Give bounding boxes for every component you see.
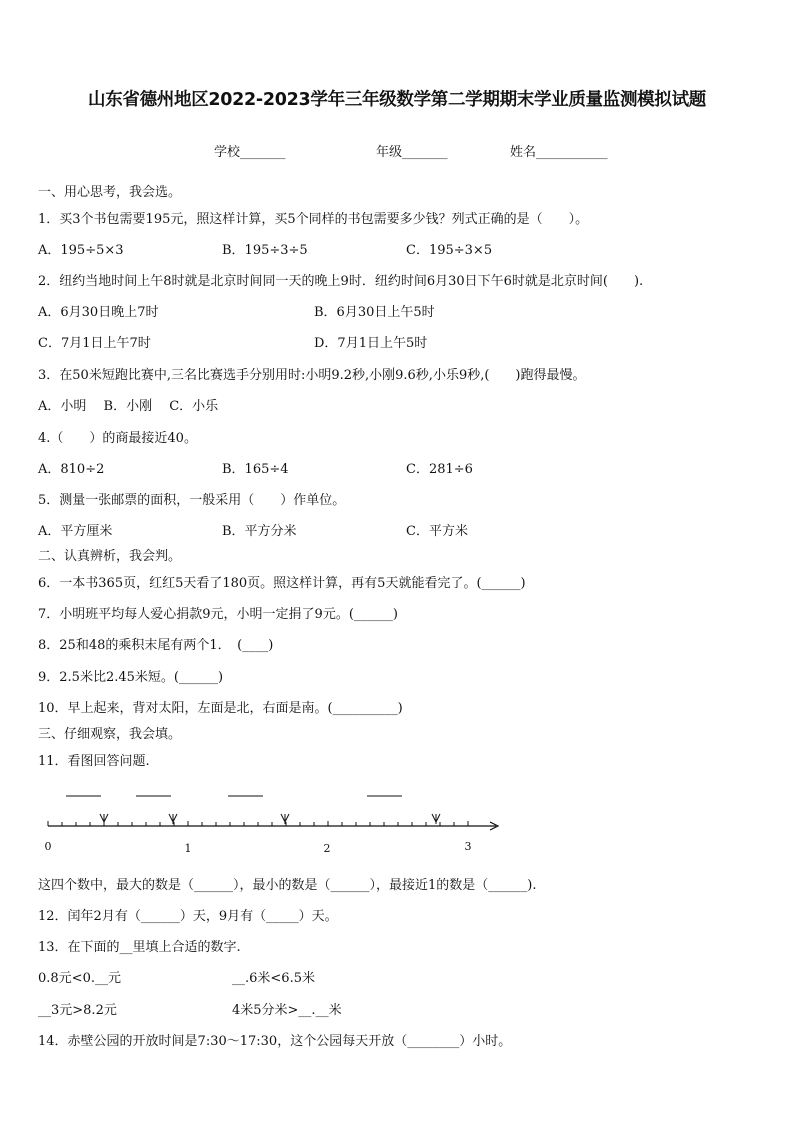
- question-8: 8．25和48的乘积末尾有两个1． (____): [38, 638, 274, 653]
- q2-option-b: B．6月30日上午5时: [314, 305, 435, 320]
- q2-option-a: A．6月30日晚上7时: [38, 305, 159, 320]
- question-9: 9．2.5米比2.45米短。(______): [38, 670, 224, 685]
- q1-option-b: B．195÷3÷5: [222, 243, 308, 258]
- axis-ticks: [48, 821, 468, 826]
- question-6: 6．一本书365页，红红5天看了180页。照这样计算，再有5天就能看完了。(______): [38, 576, 526, 591]
- tick-label-2: 2: [323, 842, 331, 855]
- question-10: 10．早上起来，背对太阳，左面是北，右面是南。(__________): [38, 701, 403, 716]
- question-13: 13．在下面的__里填上合适的数字.: [38, 940, 241, 955]
- page-title: 山东省德州地区2022-2023学年三年级数学第二学期期末学业质量监测模拟试题: [88, 90, 706, 110]
- q3-options: A．小明 B．小刚 C．小乐: [38, 399, 219, 414]
- q5-option-c: C．平方米: [406, 524, 468, 539]
- q5-option-b: B．平方分米: [222, 524, 297, 539]
- tick-label-1: 1: [184, 842, 192, 855]
- question-11: 11．看图回答问题.: [38, 754, 150, 769]
- marker-arrow-1: [100, 814, 108, 824]
- question-5: 5．测量一张邮票的面积，一般采用（ ）作单位。: [38, 493, 346, 508]
- name-field[interactable]: 姓名___________: [510, 145, 608, 160]
- q4-option-b: B．165÷4: [222, 462, 289, 477]
- number-line: [38, 780, 508, 860]
- question-4: 4.（ ）的商最接近40。: [38, 431, 197, 446]
- tick-label-0: 0: [44, 840, 52, 853]
- q4-option-a: A．810÷2: [38, 462, 105, 477]
- question-14: 14．赤壁公园的开放时间是7:30～17:30，这个公园每天开放（________）小时。: [38, 1034, 512, 1049]
- question-12: 12．闰年2月有（______）天，9月有（_____）天。: [38, 909, 338, 924]
- q13-row2-right: 4米5分米>__.__米: [232, 1003, 342, 1018]
- section-heading-3: 三、仔细观察，我会填。: [38, 727, 182, 742]
- tick-label-3: 3: [464, 840, 472, 853]
- marker-arrow-4: [432, 814, 440, 824]
- section-heading-1: 一、用心思考，我会选。: [38, 185, 182, 200]
- question-3: 3．在50米短跑比赛中,三名比赛选手分别用时:小明9.2秒,小刚9.6秒,小乐9秒,( )跑得最慢。: [38, 368, 586, 383]
- q1-option-a: A．195÷5×3: [38, 243, 124, 258]
- q4-option-c: C．281÷6: [406, 462, 473, 477]
- grade-field[interactable]: 年级_______: [376, 145, 448, 160]
- q13-row1-left: 0.8元<0.__元: [38, 971, 121, 986]
- marker-arrow-2: [169, 814, 177, 824]
- school-field[interactable]: 学校_______: [214, 145, 286, 160]
- q2-option-d: D．7月1日上午5时: [314, 336, 428, 351]
- q5-option-a: A．平方厘米: [38, 524, 113, 539]
- question-1: 1．买3个书包需要195元，照这样计算，买5个同样的书包需要多少钱？列式正确的是（ ）。: [38, 212, 589, 227]
- q13-row2-left: __3元>8.2元: [38, 1003, 117, 1018]
- marker-arrow-3: [281, 814, 289, 824]
- question-7: 7．小明班平均每人爱心捐款9元，小明一定捐了9元。(______): [38, 607, 398, 622]
- q13-row1-right: __.6米<6.5米: [232, 971, 315, 986]
- q2-option-c: C．7月1日上午7时: [38, 336, 151, 351]
- question-2: 2．纽约当地时间上午8时就是北京时间同一天的晚上9时．纽约时间6月30日下午6时就是北京时间( ).: [38, 274, 644, 289]
- q11-answer: 这四个数中，最大的数是（______），最小的数是（______），最接近1的数是（______).: [38, 878, 537, 893]
- section-heading-2: 二、认真辨析，我会判。: [38, 549, 182, 564]
- q1-option-c: C．195÷3×5: [406, 243, 493, 258]
